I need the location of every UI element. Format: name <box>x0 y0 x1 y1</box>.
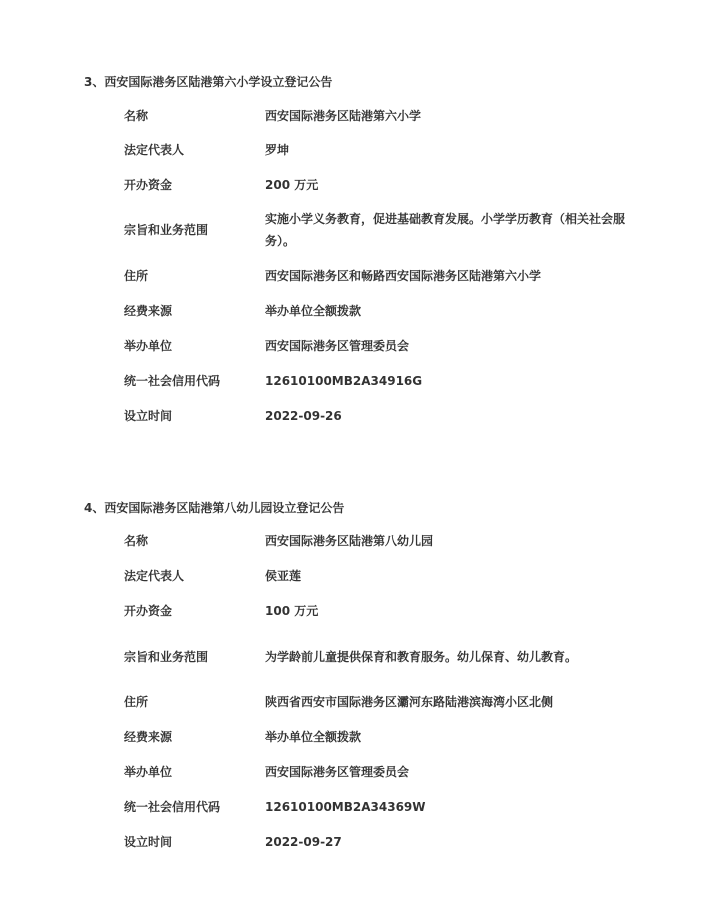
field-value: 陕西省西安市国际港务区灞河东路陆港滨海湾小区北侧 <box>265 695 554 709</box>
field-label: 举办单位 <box>124 765 173 779</box>
field-value: 12610100MB2A34916G <box>265 374 423 388</box>
field-value: 100 万元 <box>265 604 319 618</box>
field-value: 举办单位全额拨款 <box>265 304 362 318</box>
field-value: 2022-09-27 <box>265 835 342 849</box>
field-value: 实施小学义务教育，促进基础教育发展。小学学历教育（相关社会服务）。 <box>265 212 626 248</box>
field-value: 罗坤 <box>265 143 290 157</box>
field-label: 统一社会信用代码 <box>124 374 221 388</box>
field-label: 法定代表人 <box>124 143 185 157</box>
field-value: 西安国际港务区陆港第八幼儿园 <box>265 534 434 548</box>
field-label: 名称 <box>124 109 149 123</box>
field-label: 住所 <box>124 695 149 709</box>
field-value: 西安国际港务区陆港第六小学 <box>265 109 422 123</box>
field-value: 西安国际港务区管理委员会 <box>265 765 410 779</box>
field-label: 开办资金 <box>124 604 173 618</box>
field-label: 宗旨和业务范围 <box>124 650 209 664</box>
field-value: 2022-09-26 <box>265 409 342 423</box>
field-value: 西安国际港务区和畅路西安国际港务区陆港第六小学 <box>265 269 542 283</box>
field-value: 12610100MB2A34369W <box>265 800 426 814</box>
field-value: 为学龄前儿童提供保育和教育服务。幼儿保育、幼儿教育。 <box>265 650 578 664</box>
field-label: 住所 <box>124 269 149 283</box>
field-value: 200 万元 <box>265 178 319 192</box>
field-label: 举办单位 <box>124 339 173 353</box>
section-title: 4、西安国际港务区陆港第八幼儿园设立登记公告 <box>84 501 345 515</box>
field-label: 统一社会信用代码 <box>124 800 221 814</box>
field-label: 经费来源 <box>124 730 173 744</box>
field-label: 设立时间 <box>124 409 173 423</box>
field-label: 设立时间 <box>124 835 173 849</box>
field-value: 侯亚莲 <box>265 569 302 583</box>
field-label: 经费来源 <box>124 304 173 318</box>
field-label: 法定代表人 <box>124 569 185 583</box>
field-value: 举办单位全额拨款 <box>265 730 362 744</box>
section-title: 3、西安国际港务区陆港第六小学设立登记公告 <box>84 75 333 89</box>
field-label: 名称 <box>124 534 149 548</box>
field-value: 西安国际港务区管理委员会 <box>265 339 410 353</box>
field-label: 宗旨和业务范围 <box>124 223 209 237</box>
field-label: 开办资金 <box>124 178 173 192</box>
